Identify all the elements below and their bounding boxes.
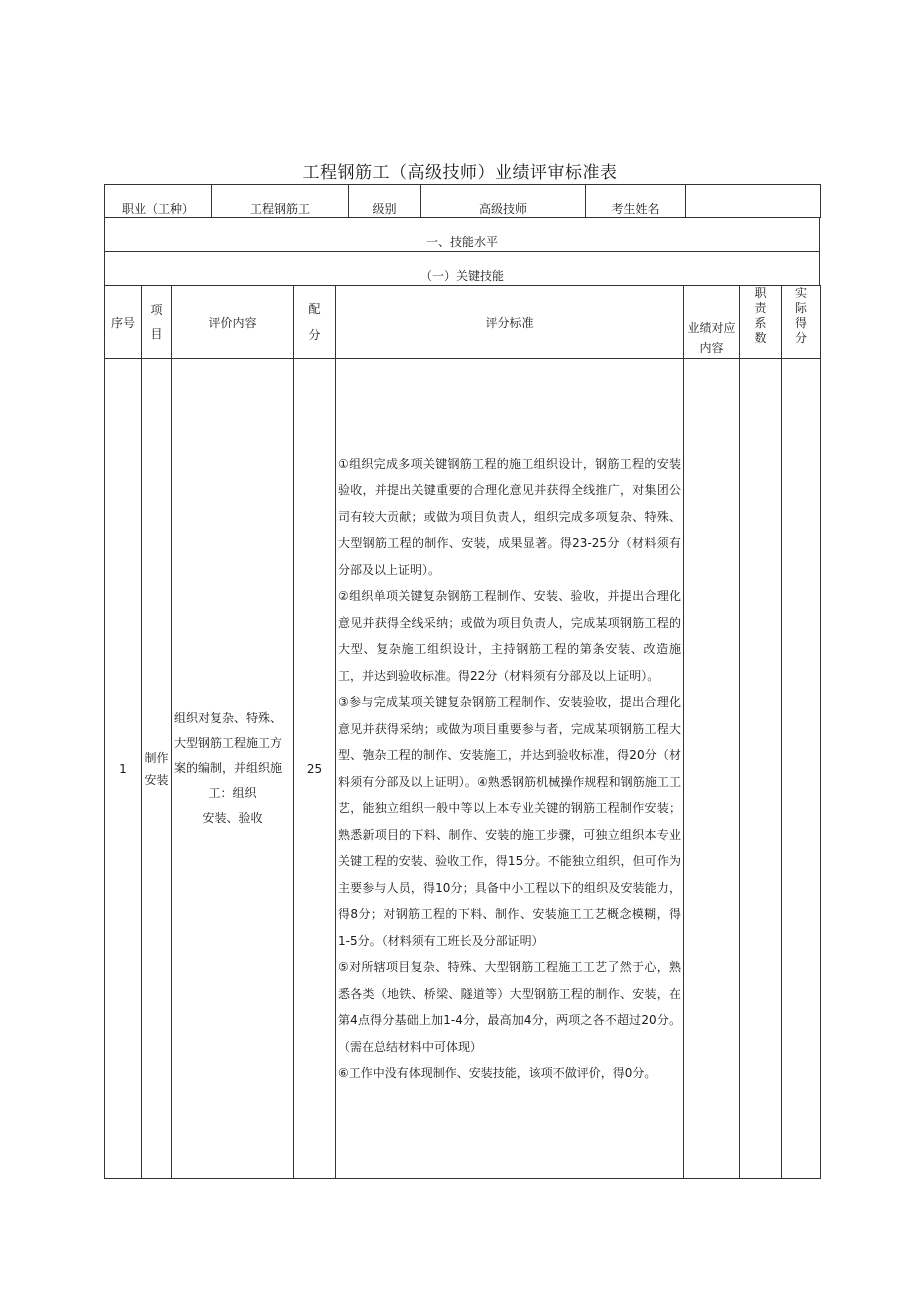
row-content: 组织对复杂、特殊、 大型钢筋工程施工方 案的编制，并组织施 工：组织 安装、验收 (172, 359, 294, 1179)
header-seq: 序号 (105, 286, 142, 359)
info-table (104, 184, 821, 218)
header-item: 项 目 (142, 286, 172, 359)
page-title: 工程钢筋工（高级技师）业绩评审标准表 (302, 163, 618, 183)
criteria-item-5: ⑥工作中没有体现制作、安装技能，该项不做评价，得0分。 (338, 1066, 657, 1080)
row-score: 25 (294, 359, 336, 1179)
criteria-item-4: ⑤对所辖项目复杂、特殊、大型钢筋工程施工工艺了然于心，熟悉各类（地铁、桥梁、隧道等）大型钢筋工程的制作、安装，在第4点得分基础上加1-4分，最高加4分，两项之各不超过20分。（需在总结材料中可体现） (338, 960, 681, 1054)
header-coefficient: 职 责 系 数 (740, 286, 782, 359)
row-item: 制作 安装 (142, 359, 172, 1179)
row-seq: 1 (105, 359, 142, 1179)
criteria-item-2: ②组织单项关键复杂钢筋工程制作、安装、验收，并提出合理化意见并获得全线采纳；或做为项目负责人，完成某项钢筋工程的大型、复杂施工组织设计，主持钢筋工程的第条安装、改造施工，并达到验收标准。得22分（材料须有分部及以上证明）。 (338, 589, 681, 683)
candidate-name-value (686, 185, 821, 218)
criteria-item-3: ③参与完成某项关键复杂钢筋工程制作、安装验收，提出合理化意见并获得采纳；或做为项目重要参与者，完成某项钢筋工程大型、匏杂工程的制作、安装施工，并达到验收标准，得20分（材料须有分部及以上证明）。④熟悉钢筋机械操作规程和钢筋施工工艺，能独立组织一般中等以上本专业关键的钢筋工程制作安装；熟悉新项目的下料、制作、安装的施工步骤，可独立组织本专业关键工程的安装、验收工作，得15分。不能独立组织，但可作为主要参与人员，得10分；具备中小工程以下的组织及安装能力，得8分；对钢筋工程的下料、制作、安装施工工艺概念模糊，得1-5分。（材料须有工班长及分部证明） (338, 695, 681, 948)
header-score: 配 分 (294, 286, 336, 359)
row-criteria (336, 359, 684, 1179)
section-title: 一、技能水平 (105, 218, 820, 252)
header-actual-score: 实 际 得 分 (782, 286, 821, 359)
row-actual-score (782, 359, 821, 1179)
header-criteria: 评分标准 (336, 286, 684, 359)
level-value: 高级技师 (421, 185, 586, 218)
header-content: 评价内容 (172, 286, 294, 359)
occupation-label: 职业（工种） (105, 185, 212, 218)
level-label: 级别 (349, 185, 421, 218)
subsection-title: （一）关键技能 (105, 252, 820, 286)
table-row (105, 359, 821, 1179)
criteria-table (104, 285, 821, 1179)
row-coefficient (740, 359, 782, 1179)
candidate-name-label: 考生姓名 (586, 185, 686, 218)
occupation-value: 工程钢筋工 (212, 185, 349, 218)
row-performance (684, 359, 740, 1179)
criteria-item-1: ①组织完成多项关键钢筋工程的施工组织设计，钢筋工程的安装验收，并提出关键重要的合理化意见并获得全线推广，对集团公司有较大贡献；或做为项目负责人，组织完成多项复杂、特殊、大型钢筋工程的制作、安装，成果显著。得23-25分（材料须有分部及以上证明）。 (338, 456, 681, 577)
section-table (104, 217, 820, 286)
header-performance: 业绩对应 内容 (684, 286, 740, 359)
